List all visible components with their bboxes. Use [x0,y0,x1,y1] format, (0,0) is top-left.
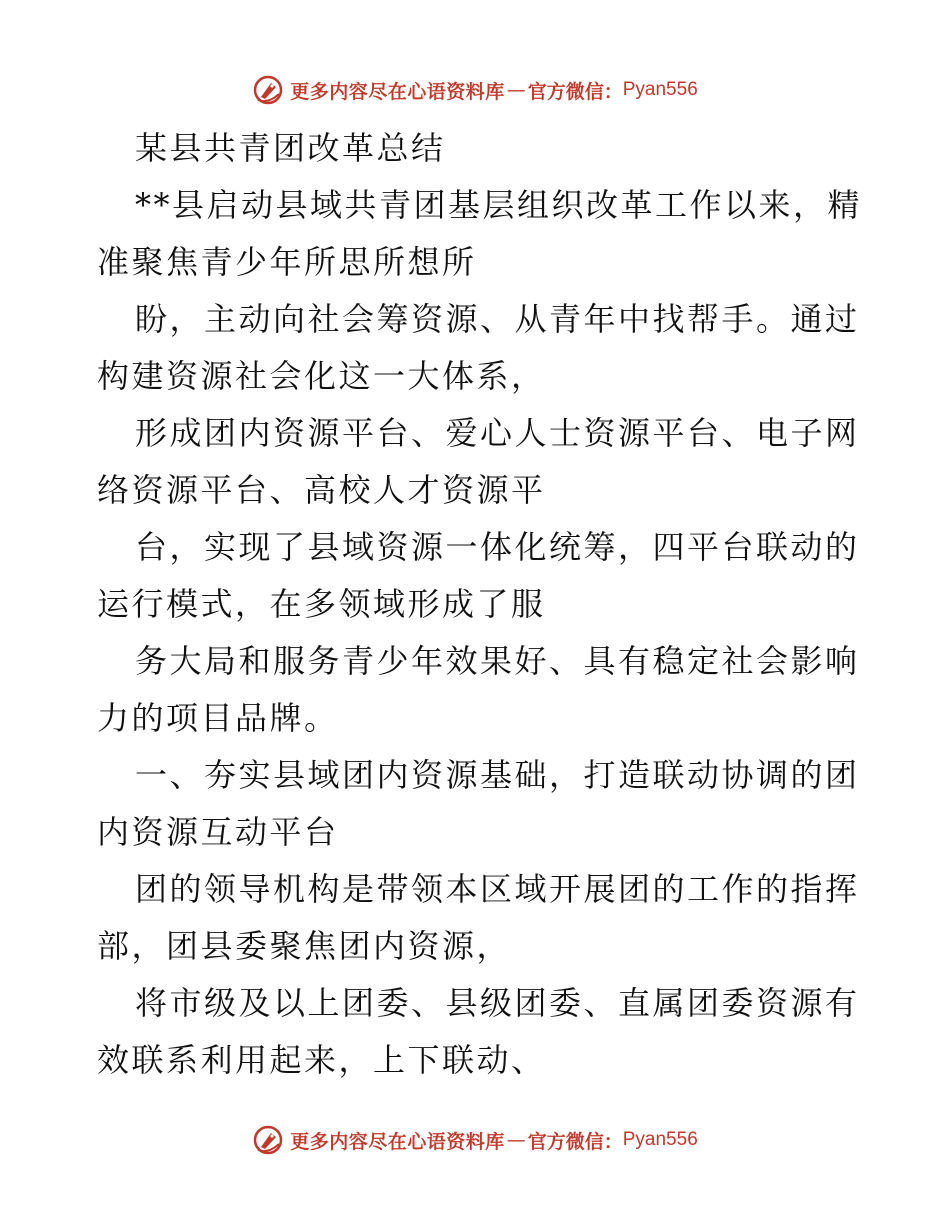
watermark-label: 官方微信： [527,80,623,103]
text-line: 团的领导机构是带领本区域开展团的工作的指挥 [135,870,860,908]
text-line: 务大局和服务青少年效果好、具有稳定社会影响 [135,642,860,680]
text-line: 形成团内资源平台、爱心人士资源平台、电子网 [135,414,860,452]
text-line: 盼，主动向社会筹资源、从青年中找帮手。通过 [135,300,860,338]
document-body [97,120,863,1089]
watermark-id: Pyan556 [622,1129,698,1150]
watermark-dash: — [506,1129,526,1151]
footer-watermark [0,1120,950,1160]
header-watermark [0,70,950,110]
text-line: 部，团县委聚焦团内资源， [97,927,512,965]
text-line: 络资源平台、高校人才资源平 [97,471,546,509]
text-line: 将市级及以上团委、县级团委、直属团委资源有 [135,984,860,1022]
pen-nib-icon [252,1124,284,1156]
text-line: 台，实现了县域资源一体化统筹，四平台联动的 [135,528,860,566]
text-line: 效联系利用起来，上下联动、 [97,1041,546,1079]
watermark-text: 更多内容尽在心语资料库 [290,80,505,103]
watermark-text: 更多内容尽在心语资料库 [290,1130,505,1153]
watermark-label: 官方微信： [527,1130,623,1153]
text-line: 构建资源社会化这一大体系， [97,357,546,395]
watermark-dash: — [506,79,526,101]
pen-nib-icon [252,74,284,106]
text-line: 运行模式，在多领域形成了服 [97,585,546,623]
text-line: 准聚焦青少年所思所想所 [97,243,477,281]
watermark-id: Pyan556 [622,79,698,100]
text-line: 力的项目品牌。 [97,699,339,737]
text-line: 内资源互动平台 [97,813,339,851]
text-line: **县启动县域共青团基层组织改革工作以来，精 [135,186,863,224]
document-title: 某县共青团改革总结 [135,129,446,167]
text-line: 一、夯实县域团内资源基础，打造联动协调的团 [135,756,860,794]
